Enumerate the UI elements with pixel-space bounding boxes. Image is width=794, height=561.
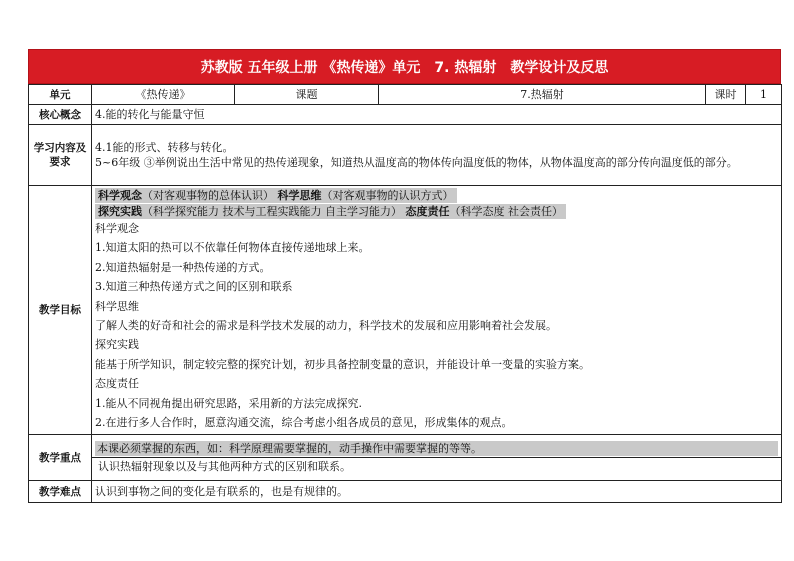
objectives-label: 教学目标: [29, 186, 92, 435]
difficulty-row: [29, 481, 782, 503]
key-points-note: 本课必须掌握的东西，如：科学原理需要掌握的，动手操作中需要掌握的等等。: [95, 441, 778, 456]
document-title-banner: [28, 49, 781, 84]
lesson-plan-document: [28, 49, 781, 503]
objective-line: 2.在进行多人合作时，愿意沟通交流，综合考虑小组各成员的意见，形成集体的观点。: [95, 416, 513, 430]
objectives-category-row-2: [95, 204, 778, 219]
science-concept-desc: （对客观事物的总体认识）: [142, 189, 274, 202]
header-row: [29, 85, 782, 105]
lesson-plan-table: [28, 84, 782, 503]
requirements-content: [92, 125, 782, 186]
objective-line: 科学观念: [95, 222, 139, 235]
requirements-line-1: 4.1能的形式、转移与转化。: [95, 141, 234, 154]
topic-label: 课题: [235, 85, 379, 105]
key-points-content: [92, 435, 782, 481]
objective-line: 1.知道太阳的热可以不依靠任何物体直接传递地球上来。: [95, 241, 370, 255]
core-concept-row: [29, 105, 782, 125]
core-concept-value: 4.能的转化与能量守恒: [92, 105, 782, 125]
document-title: 苏教版 五年级上册 《热传递》单元 7. 热辐射 教学设计及反思: [200, 59, 609, 76]
objective-line: 能基于所学知识，制定较完整的探究计划，初步具备控制变量的意识，并能设计单一变量的实验方案。: [95, 357, 590, 371]
objective-line: 1.能从不同视角提出研究思路，采用新的方法完成探究.: [95, 396, 362, 410]
attitude-responsibility-heading: 态度责任: [405, 205, 450, 218]
attitude-responsibility-desc: （科学态度 社会责任）: [449, 205, 563, 218]
difficulty-label: 教学难点: [29, 481, 92, 503]
inquiry-practice-heading: 探究实践: [98, 205, 142, 218]
requirements-row: [29, 125, 782, 186]
objectives-content: [92, 186, 782, 435]
unit-label: 单元: [29, 85, 92, 105]
objective-line: 2.知道热辐射是一种热传递的方式。: [95, 260, 271, 274]
hours-value: 1: [746, 85, 782, 105]
objective-line: 科学思维: [95, 299, 139, 313]
objectives-row: [29, 186, 782, 435]
requirements-line-2: 5~6年级 ③举例说出生活中常见的热传递现象，知道热从温度高的物体传向温度低的物体，从物体温度高的部分传向温度低的部分。: [95, 156, 738, 169]
core-concept-label: 核心概念: [29, 105, 92, 125]
science-thinking-heading: 科学思维: [277, 189, 322, 202]
key-points-row: [29, 435, 782, 481]
science-thinking-desc: （对客观事物的认识方式）: [321, 189, 454, 202]
objective-line: 了解人类的好奇和社会的需求是科学技术发展的动力，科学技术的发展和应用影响着社会发展。: [95, 319, 557, 333]
objective-line: 探究实践: [95, 338, 139, 352]
topic-value: 7.热辐射: [379, 85, 706, 105]
inquiry-practice-desc: （科学探究能力 技术与工程实践能力 自主学习能力）: [142, 205, 402, 218]
key-points-label: 教学重点: [29, 435, 92, 481]
science-concept-heading: 科学观念: [98, 189, 142, 202]
objectives-category-row-1: [95, 188, 778, 203]
objective-line: 3.知道三种热传递方式之间的区别和联系: [95, 280, 293, 294]
hours-label: 课时: [706, 85, 746, 105]
objectives-category-box-1: [95, 188, 457, 203]
objectives-lines: [95, 219, 778, 432]
objective-line: 态度责任: [95, 377, 139, 391]
objectives-category-box-2: [95, 204, 566, 219]
unit-value: 《热传递》: [92, 85, 235, 105]
difficulty-value: 认识到事物之间的变化是有联系的，也是有规律的。: [92, 481, 782, 503]
key-points-value: 认识热辐射现象以及与其他两种方式的区别和联系。: [92, 457, 781, 475]
requirements-label: 学习内容及要求: [29, 125, 92, 186]
